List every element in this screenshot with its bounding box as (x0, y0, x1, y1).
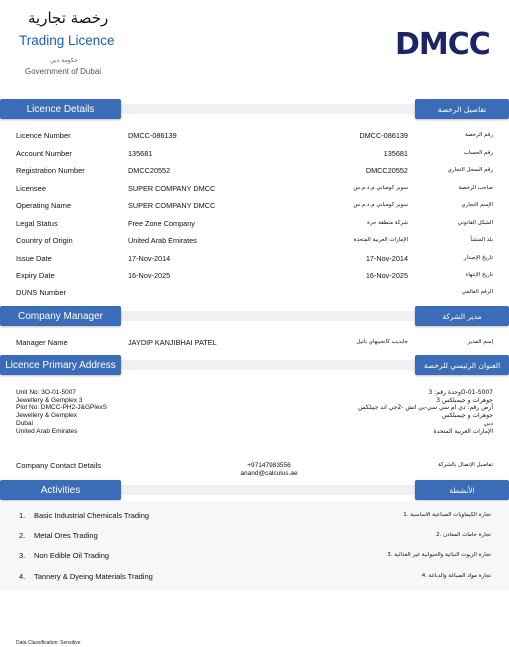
detail-row-country-of-origin (0, 236, 509, 250)
detail-value-ar: شركة منطقة حرة (367, 220, 408, 226)
detail-label-ar: تاريخ الإصدار (463, 255, 493, 261)
address-line: Jewellery & Gemplex (16, 412, 78, 420)
contact-email: anand@calculus.ae (240, 470, 298, 477)
activity-number: 2. (19, 531, 26, 540)
detail-value-ar: 17-Nov-2014 (365, 254, 408, 263)
contact-label: Company Contact Details (16, 461, 102, 470)
detail-label-ar: الشكل القانوني (457, 220, 493, 226)
activity-name-ar: 2. تجارة خامات المعادن (436, 532, 491, 538)
company-manager-heading: Company Manager (0, 306, 121, 326)
detail-label: Legal Status (16, 219, 58, 228)
contact-label-ar: تفاصيل الإتصال بالشركة (437, 462, 493, 468)
detail-label-ar: صاحب الرخصة (458, 185, 493, 191)
address-english (16, 389, 107, 435)
address-line: Unit No: 3O-01-5007 (16, 389, 76, 396)
address-line-ar: جوهرات و جيمبلكس 3 (436, 396, 493, 404)
activity-name-ar: 3. تجارة الزيوت النباتية والحيوانية غير الغذائية (387, 552, 491, 558)
detail-value: 135681 (128, 149, 153, 158)
dmcc-logo: DMCC (395, 27, 490, 62)
data-classification: Data Classification: Sensitive (16, 640, 81, 646)
activity-name: Basic Industrial Chemicals Trading (34, 511, 150, 520)
detail-value-ar: الإمارات العربية المتحدة (353, 237, 408, 243)
detail-row-account-number (0, 149, 509, 163)
detail-value-ar: سوبر كومباني م.د.م.س (353, 202, 408, 208)
government-arabic: حكومة دبي (50, 57, 78, 64)
activity-item (0, 531, 509, 545)
activity-number: 4. (19, 572, 26, 581)
activities-heading: Activities (0, 480, 121, 500)
detail-value-ar: سوبر كومباني م.د.م.س (353, 185, 408, 191)
detail-row-issue-date (0, 254, 509, 268)
address-line-ar: أرض رقم: دي ام سي سي-بي اتش -2جي اند جيبلكس (358, 404, 493, 412)
detail-value: Free Zone Company (128, 219, 195, 228)
detail-value-ar: DMCC20552 (365, 166, 408, 175)
address-line: United Arab Emirates (16, 427, 78, 435)
activity-number: 1. (19, 511, 26, 520)
detail-row-expiry-date (0, 271, 509, 285)
address-line: Dubai (16, 419, 33, 427)
detail-row-licence-number (0, 131, 509, 145)
activity-item (0, 511, 509, 525)
detail-row-licensee (0, 184, 509, 198)
manager-value-ar: جايديب كانجيبهاي باتيل (356, 339, 408, 345)
detail-value: 17-Nov-2014 (128, 254, 171, 263)
detail-label-ar: رقم الرخصة (464, 132, 493, 138)
detail-value: DMCC-086139 (128, 131, 177, 140)
licence-details-heading-ar: تفاصيل الرخصة (415, 99, 509, 119)
detail-label: Account Number (16, 149, 72, 158)
company-manager-heading-ar: مدير الشركة (415, 306, 509, 326)
manager-label: Manager Name (16, 338, 68, 347)
activities-heading-ar: الأنشطة (415, 480, 509, 500)
detail-value: SUPER COMPANY DMCC (128, 201, 216, 210)
detail-label: DUNS Number (16, 288, 67, 297)
activity-item (0, 551, 509, 565)
detail-label: Licensee (16, 184, 47, 193)
detail-label-ar: تاريخ الإنتهاء (465, 272, 493, 278)
primary-address-heading: Licence Primary Address (0, 355, 121, 375)
detail-row-operating-name (0, 201, 509, 215)
detail-label-ar: رقم الحساب (463, 150, 493, 156)
detail-label: Operating Name (16, 201, 72, 210)
detail-label-ar: الرقم العالمي (461, 289, 493, 295)
activity-name: Tannery & Dyeing Materials Trading (34, 572, 153, 581)
contact-values (230, 462, 308, 478)
detail-value-ar: 135681 (383, 149, 408, 158)
licence-details-heading: Licence Details (0, 99, 121, 119)
title-arabic: رخصة تجارية (28, 9, 109, 27)
activity-number: 3. (19, 551, 26, 560)
detail-row-duns-number (0, 288, 509, 302)
activity-name-ar: 1. تجارة الكيماويات الصناعية الاساسية (403, 512, 491, 518)
activity-name: Non Edible Oil Trading (34, 551, 110, 560)
address-line: Jewellery & Gemplex 3 (16, 396, 83, 404)
activity-item (0, 572, 509, 586)
address-line-ar: الإمارات العربية المتحدة (433, 427, 493, 435)
detail-value-ar: DMCC-086139 (359, 131, 408, 140)
address-line-ar: دبي (483, 419, 493, 427)
detail-label-ar: الإسم التجاري (461, 202, 493, 208)
contact-phone: +97147983556 (247, 462, 291, 469)
primary-address-heading-ar: العنوان الرئيسي للرخصة (415, 355, 509, 375)
detail-label: Issue Date (16, 254, 52, 263)
detail-label: Licence Number (16, 131, 71, 140)
manager-value: JAYDIP KANJIBHAI PATEL (128, 338, 217, 347)
detail-label: Registration Number (16, 166, 85, 175)
detail-row-registration-number (0, 166, 509, 180)
detail-value: DMCC20552 (128, 166, 171, 175)
manager-row (0, 338, 509, 352)
detail-value-ar: 16-Nov-2025 (365, 271, 408, 280)
address-line-ar: جوهرات و جيمبلكس (441, 412, 493, 420)
address-arabic (358, 389, 493, 435)
detail-label: Country of Origin (16, 236, 73, 245)
detail-label: Expiry Date (16, 271, 55, 280)
activity-name-ar: 4. تجارة مواد الصباغة والدباغة (421, 573, 491, 579)
address-line: Plot No: DMCC-PH2-J&GPlexS (16, 404, 108, 412)
detail-value: 16-Nov-2025 (128, 271, 171, 280)
detail-value: SUPER COMPANY DMCC (128, 184, 216, 193)
activity-name: Metal Ores Trading (34, 531, 98, 540)
manager-label-ar: إسم المدير (467, 339, 493, 345)
detail-label-ar: رقم السجل التجاري (447, 167, 493, 173)
address-line-ar: وحدة رقم: 3O-01-5007 (428, 389, 493, 396)
detail-label-ar: بلد المنشأ (470, 237, 493, 243)
detail-row-legal-status (0, 219, 509, 233)
government-english: Government of Dubai (25, 67, 102, 76)
detail-value: United Arab Emirates (128, 236, 197, 245)
title-english: Trading Licence (19, 33, 115, 48)
